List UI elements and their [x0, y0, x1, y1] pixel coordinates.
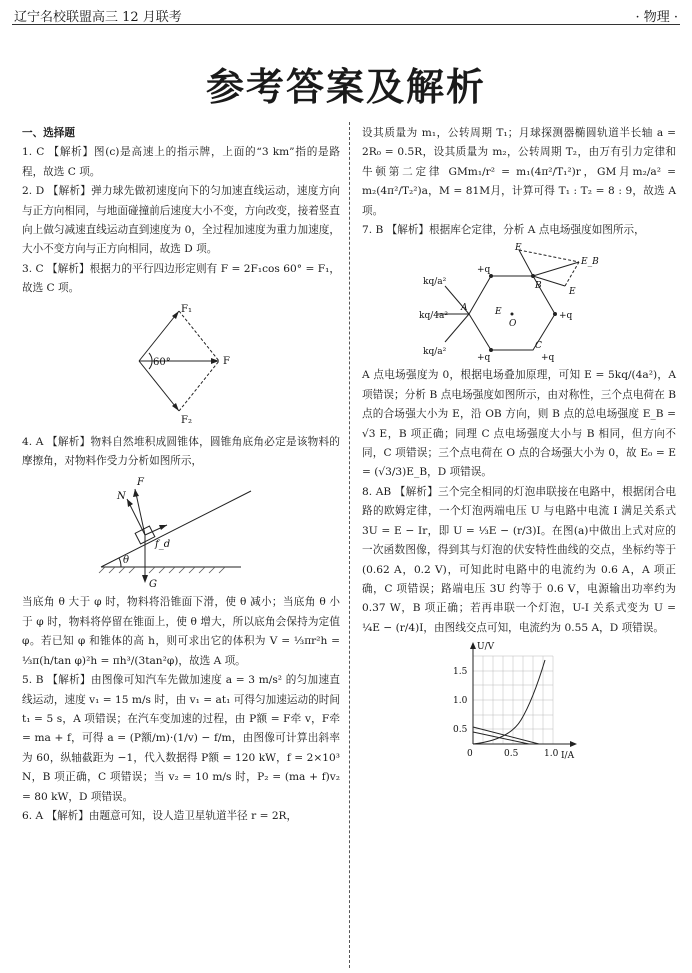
answer-q6-cont: 设其质量为 m₁，公转周期 T₁；月球探测器椭圆轨道半长轴 a = 2R₀ = 0.5R，设其质量为 m₂，公转周期 T₂，由万有引力定律和牛顿第二定律 GMm₁/r² = m₁(4π²/T₁²)r，GM月m₂/a² = m₂(4π²/T₂²)a，M = 81M月，计算可得 T₁ : T₂ = 8 : 9，故选 A 项。 [362, 127, 676, 217]
answer-q3: 3. C 【解析】根据力的平行四边形定则有 F = 2F₁cos 60° = F₁，故选 C 项。 [22, 262, 340, 295]
q7-label-q-2: +q [559, 311, 573, 322]
q7-label-kq-1: kq/a² [423, 277, 447, 288]
header-rule [12, 24, 680, 25]
answer-q1: 1. C 【解析】图(c)是高速上的指示牌，上面的“3 km”指的是路程，故选 C 项。 [22, 146, 340, 178]
q4-label-f: F [137, 477, 144, 489]
q7-label-b: B [535, 281, 542, 292]
page-title: 参考答案及解析 [205, 65, 486, 109]
q8-x-axis-label: I/A [561, 751, 575, 762]
header-subject: · 物理 · [635, 10, 678, 25]
q7-label-q-3: +q [477, 353, 491, 363]
q3-force-diagram [101, 301, 261, 429]
q4-label-g: G [149, 579, 157, 590]
q7-label-c: C [535, 341, 542, 352]
answer-q7-intro: 7. B 【解析】根据库仑定律，分析 A 点电场强度如图所示， [362, 224, 645, 237]
section-heading: 一、选择题 [22, 127, 75, 139]
q7-label-q-1: +q [477, 265, 491, 276]
q3-label-f1: F₁ [181, 303, 192, 315]
q3-label-f: F [223, 355, 230, 367]
q4-label-theta: θ [123, 555, 130, 567]
q8-y-tick-1: 1.0 [453, 696, 468, 707]
q3-label-f2: F₂ [181, 414, 192, 426]
q8-y-axis-label: U/V [477, 642, 495, 653]
answer-q7-body: A 点电场强度为 0，根据电场叠加原理，可知 E = 5kq/(4a²)，A 项错误；分析 B 点电场强度如图所示，由对称性，三个点电荷在 B 点的合场强大小为 E，沿 OB 方向，则 B 点的总电场强度 E_B = √3 E，B 项正确；同理 C 点电场强度大小与 B 相同，但方向不同，C 项错误；三个点电荷在 O 点的合场强大小为 0，故 E₀ = E = (√3/3)E_B，D 项错误。 [362, 369, 676, 479]
q7-label-kq-2: kq/a² [423, 347, 447, 358]
answer-q6-start: 6. A 【解析】由题意可知，设人造卫星轨道半径 r = 2R， [22, 809, 298, 822]
q4-incline-diagram [91, 473, 271, 589]
answer-q4-intro: 4. A 【解析】物料自然堆积成圆锥体，圆锥角底角必定是该物料的摩擦角，对物料作受力分析如图所示， [22, 435, 340, 468]
q8-y-tick-0: 0.5 [453, 725, 468, 736]
q7-label-e-1: E [515, 243, 522, 254]
q4-label-fd: f_d [155, 539, 171, 551]
q8-origin: 0 [467, 749, 473, 760]
q7-label-o: O [509, 319, 517, 330]
right-column [362, 124, 676, 768]
left-column [22, 124, 340, 826]
answer-q4-body: 当底角 θ 大于 φ 时，物料将沿锥面下滑，使 θ 减小；当底角 θ 小于 φ 时，物料将停留在锥面上，使 θ 增大，所以底角会保持为定值 φ。若已知 φ 和锥体的高 h，则可求出它的体积为 V = ⅓πr²h = ⅓π(h/tan φ)²h = πh³/(3tan²φ)，故选 A 项。 [22, 596, 340, 667]
header-exam-name: 辽宁名校联盟高三 12 月联考 [14, 10, 182, 25]
q7-label-a: A [461, 303, 468, 314]
q7-label-q-4: +q [541, 353, 555, 363]
q7-label-e-2: E [569, 287, 576, 298]
q8-x-tick-1: 1.0 [544, 749, 559, 760]
q8-y-tick-2: 1.5 [453, 667, 468, 678]
page-header [0, 0, 692, 26]
q7-label-eb: E_B [581, 257, 599, 268]
q7-hexagon-field-diagram [419, 242, 619, 362]
answer-q2: 2. D 【解析】弹力球先做初速度向下的匀加速直线运动，速度方向与正方向相同，与地面碰撞前后速度大小不变，方向改变，接着竖直向上做匀减速直线运动直到速度为 0，全过程加速度为重力加速度，大小不变方向与正方向相同，故选 D 项。 [22, 185, 340, 256]
answer-q8: 8. AB 【解析】三个完全相同的灯泡串联接在电路中，根据闭合电路的欧姆定律，一个灯泡两端电压 U 与电路中电流 I 满足关系式 3U = E − Ir，即 U = ⅓E − (r/3)I。在图(a)中做出上式对应的一次函数图像，得到其与灯泡的伏安特性曲线的交点，坐标约等于 (0.62 A，0.2 V)，可知此时电路中的电流约为 0.6 A，A 项正确，C 项错误；路端电压 3U 约等于 0.6 V，电源输出功率约为 0.37 W，B 项正确；若再串联一个灯泡，U-I 关系式变为 U = ¼E − (r/4)I，由图线交点可知，电流约为 0.55 A，D 项错误。 [362, 485, 676, 634]
q7-label-kq-4: kq/4a² [419, 311, 448, 322]
q4-label-n: N [117, 491, 126, 503]
q8-x-tick-0: 0.5 [504, 749, 519, 760]
q8-ui-graph [449, 640, 589, 764]
q3-label-angle: 60° [153, 356, 171, 368]
q7-label-e-3: E [495, 307, 502, 318]
answer-q5: 5. B 【解析】由图像可知汽车先做加速度 a = 3 m/s² 的匀加速直线运动，速度 v₁ = 15 m/s 时，由 v₁ = at₁ 可得匀加速运动的时间 t₁ = 5 s，A 项错误；在汽车变加速的过程，由 P额 = F牵 v，F牵 = ma + f，可得 a = (P额/m)·(1/v) − f/m，由图像可计算出斜率为 60，纵轴截距为 −1，代入数据得 P额 = 120 kW，f = 2×10³ N，B 项正确，C 项错误；当 v₂ = 10 m/s 时，P₂ = (ma + f)v₂ = 80 kW，D 项错误。 [22, 674, 340, 803]
column-divider [349, 122, 350, 968]
